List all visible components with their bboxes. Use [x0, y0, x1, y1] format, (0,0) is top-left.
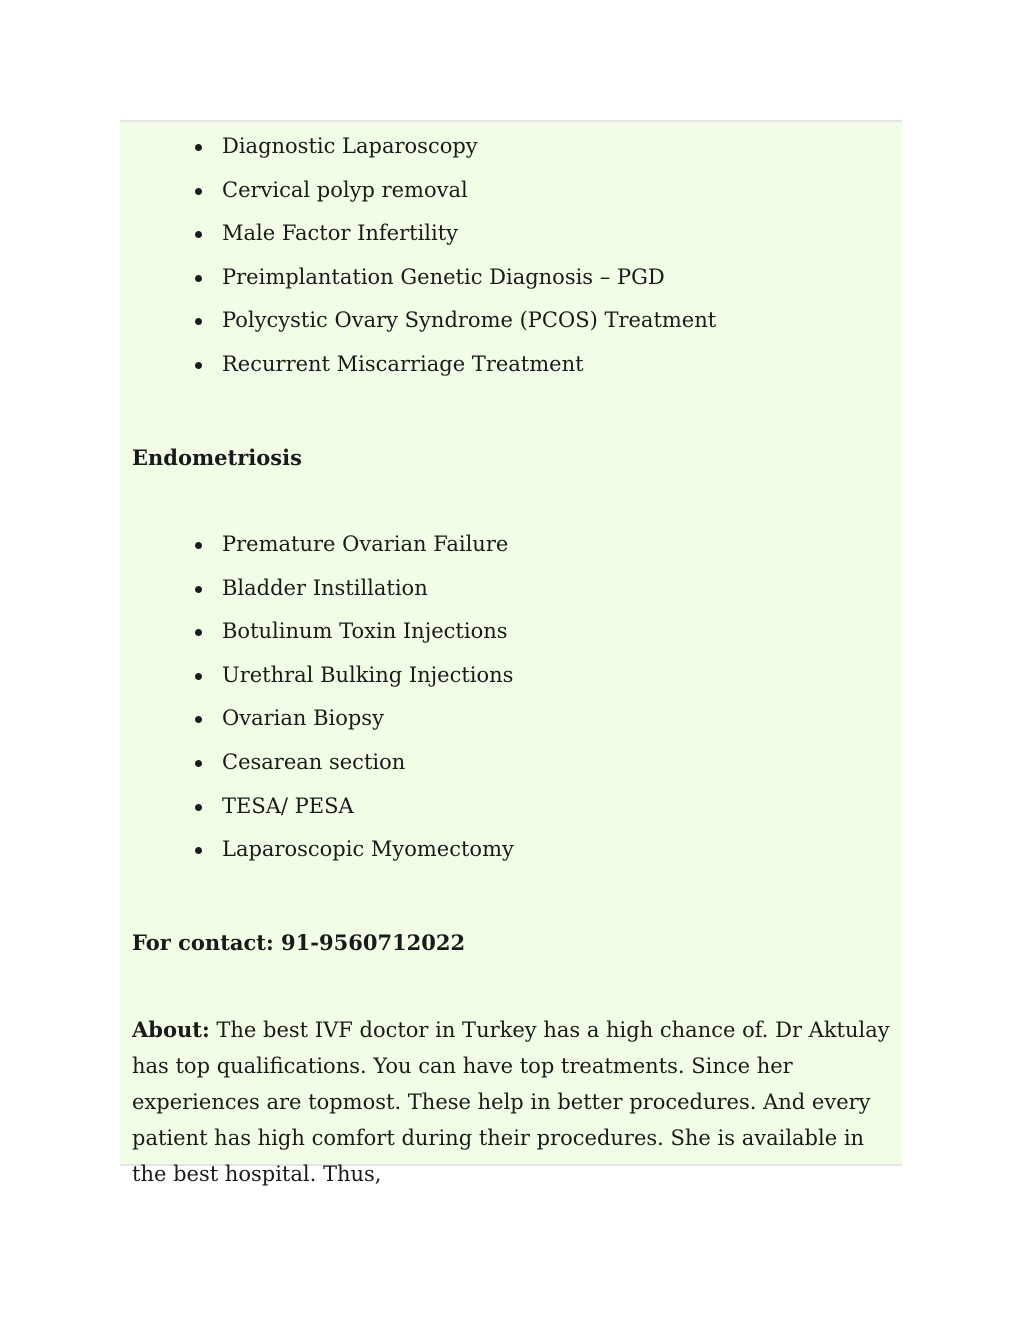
list-item — [120, 654, 514, 698]
list-item — [120, 828, 514, 872]
list-item-label: Ovarian Biopsy — [222, 706, 384, 731]
list-item — [120, 523, 514, 567]
list-item — [120, 610, 514, 654]
bullet-icon — [195, 542, 202, 549]
list-item-label: Diagnostic Laparoscopy — [222, 134, 478, 158]
list-item — [120, 343, 716, 387]
bullet-icon — [195, 188, 202, 195]
list-item-label: Preimplantation Genetic Diagnosis – PGD — [222, 264, 665, 289]
list-item-label: Recurrent Miscarriage Treatment — [222, 351, 584, 376]
about-label: About: — [132, 1017, 210, 1042]
treatment-list-primary — [120, 125, 716, 387]
about-paragraph — [132, 1012, 892, 1192]
list-item — [120, 697, 514, 741]
bullet-icon — [195, 847, 202, 854]
bullet-icon — [195, 275, 202, 282]
bullet-icon — [195, 673, 202, 680]
list-item — [120, 567, 514, 611]
list-item-label: Urethral Bulking Injections — [222, 662, 514, 687]
bullet-icon — [195, 144, 202, 151]
list-item — [120, 256, 716, 300]
list-item — [120, 299, 716, 343]
list-item-label: Cesarean section — [222, 749, 406, 774]
bullet-icon — [195, 716, 202, 723]
list-item — [120, 212, 716, 256]
list-item-label: Bladder Instillation — [222, 575, 428, 600]
list-item-label: Laparoscopic Myomectomy — [222, 837, 514, 862]
bullet-icon — [195, 362, 202, 369]
about-text: The best IVF doctor in Turkey has a high chance of. Dr Aktulay has top qualifications. You can have top treatments. Since her experiences are topmost. These help in better procedures. And every patient has high comfort during their procedures. She is available in the best hospital. Thus, — [132, 1018, 890, 1186]
section-heading-endometriosis: Endometriosis — [132, 445, 302, 470]
bullet-icon — [195, 231, 202, 238]
bullet-icon — [195, 318, 202, 325]
treatment-list-secondary — [120, 523, 514, 872]
bullet-icon — [195, 760, 202, 767]
contact-line: For contact: 91-9560712022 — [132, 930, 466, 955]
bullet-icon — [195, 586, 202, 593]
bullet-icon — [195, 804, 202, 811]
list-item — [120, 785, 514, 829]
list-item-label: Premature Ovarian Failure — [222, 532, 509, 556]
list-item — [120, 169, 716, 213]
list-item — [120, 125, 716, 169]
list-item-label: Cervical polyp removal — [222, 177, 468, 202]
bullet-icon — [195, 629, 202, 636]
list-item-label: Botulinum Toxin Injections — [222, 619, 508, 644]
list-item — [120, 741, 514, 785]
list-item-label: TESA/ PESA — [222, 793, 354, 818]
content-panel — [120, 120, 902, 1186]
list-item-label: Male Factor Infertility — [222, 221, 459, 246]
list-item-label: Polycystic Ovary Syndrome (PCOS) Treatment — [222, 308, 717, 333]
